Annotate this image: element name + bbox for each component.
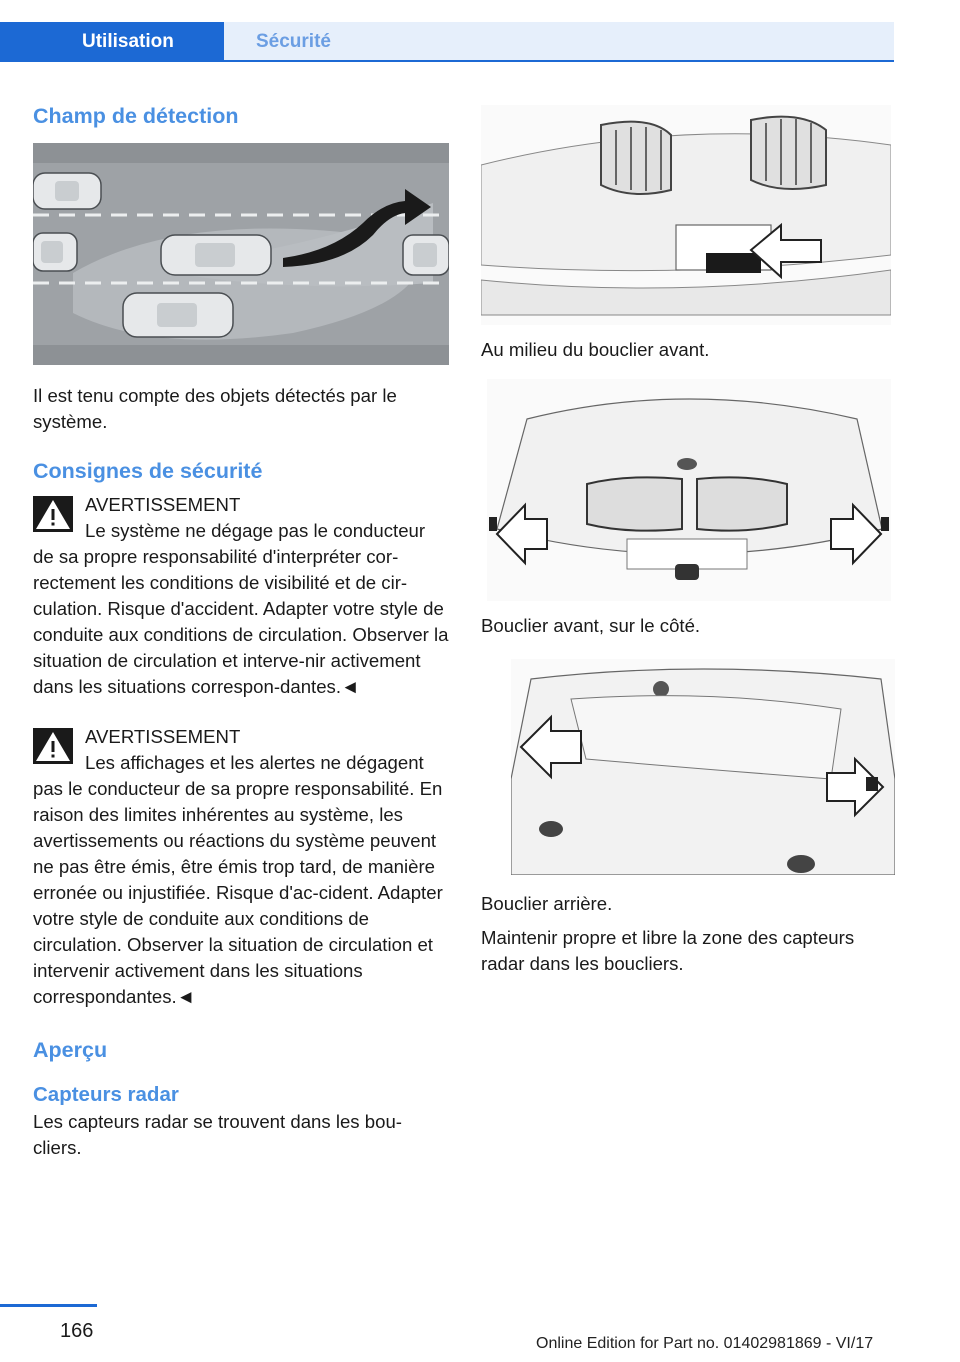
warning-2-body: Les affichages et les alertes ne dégagent pas le conducteur de sa propre responsabilité. En raison des limites inhérentes au système, les avertissements ou réactions du système peuvent ne pas être émis, être émis trop tard, de manière erronée ou injustifiée. Risque d'ac-cident. Adapter votre style de conduite aux conditions de circulation. Observer la situation de circulation et intervenir activement dans les situations correspondantes.◄ <box>33 752 443 1007</box>
left-column <box>33 100 449 1161</box>
header-tabs <box>0 22 894 62</box>
section-title-detection: Champ de détection <box>33 104 239 128</box>
edition-text: Online Edition for Part no. 01402981869 - VI/17 <box>536 1335 874 1352</box>
rear-bumper-image <box>511 659 895 875</box>
warning-2-title: AVERTISSEMENT <box>85 726 241 747</box>
caption-front-side: Bouclier avant, sur le côté. <box>481 615 701 636</box>
section-title-safety: Consignes de sécurité <box>33 459 263 483</box>
section-title-overview: Aperçu <box>33 1038 108 1062</box>
radar-text: Les capteurs radar se trouvent dans les bou-cliers. <box>33 1111 402 1158</box>
page-number: 166 <box>60 1320 94 1342</box>
detection-field-illustration <box>33 143 449 365</box>
caption-front-center: Au milieu du bouclier avant. <box>481 339 710 360</box>
detection-caption: Il est tenu compte des objets détectés par le système. <box>33 385 397 432</box>
keep-clean-text: Maintenir propre et libre la zone des capteurs radar dans les boucliers. <box>481 927 855 974</box>
warning-triangle-icon <box>33 728 73 764</box>
section-title-radar: Capteurs radar <box>33 1083 179 1106</box>
warning-triangle-icon <box>33 496 73 532</box>
warning-block-1 <box>33 492 449 700</box>
caption-rear: Bouclier arrière. <box>481 893 613 914</box>
front-bumper-center-image <box>481 105 891 325</box>
tab-securite[interactable]: Sécurité <box>224 22 894 62</box>
warning-block-2 <box>33 724 449 1010</box>
warning-1-body: Le système ne dégage pas le conducteur de sa propre responsabilité d'interpréter cor-rectement les conditions de visibilité et de cir-culation. Risque d'accident. Adapter votre style de conduite aux conditions de circulation. Observer la situation de circulation et interve-nir activement dans les situations correspon-dantes.◄ <box>33 520 449 697</box>
warning-1-title: AVERTISSEMENT <box>85 494 241 515</box>
tab-utilisation[interactable]: Utilisation <box>0 22 224 62</box>
footer-line <box>0 1304 97 1307</box>
right-column <box>481 100 897 977</box>
front-bumper-side-image <box>487 379 891 601</box>
header-underline <box>224 60 894 62</box>
